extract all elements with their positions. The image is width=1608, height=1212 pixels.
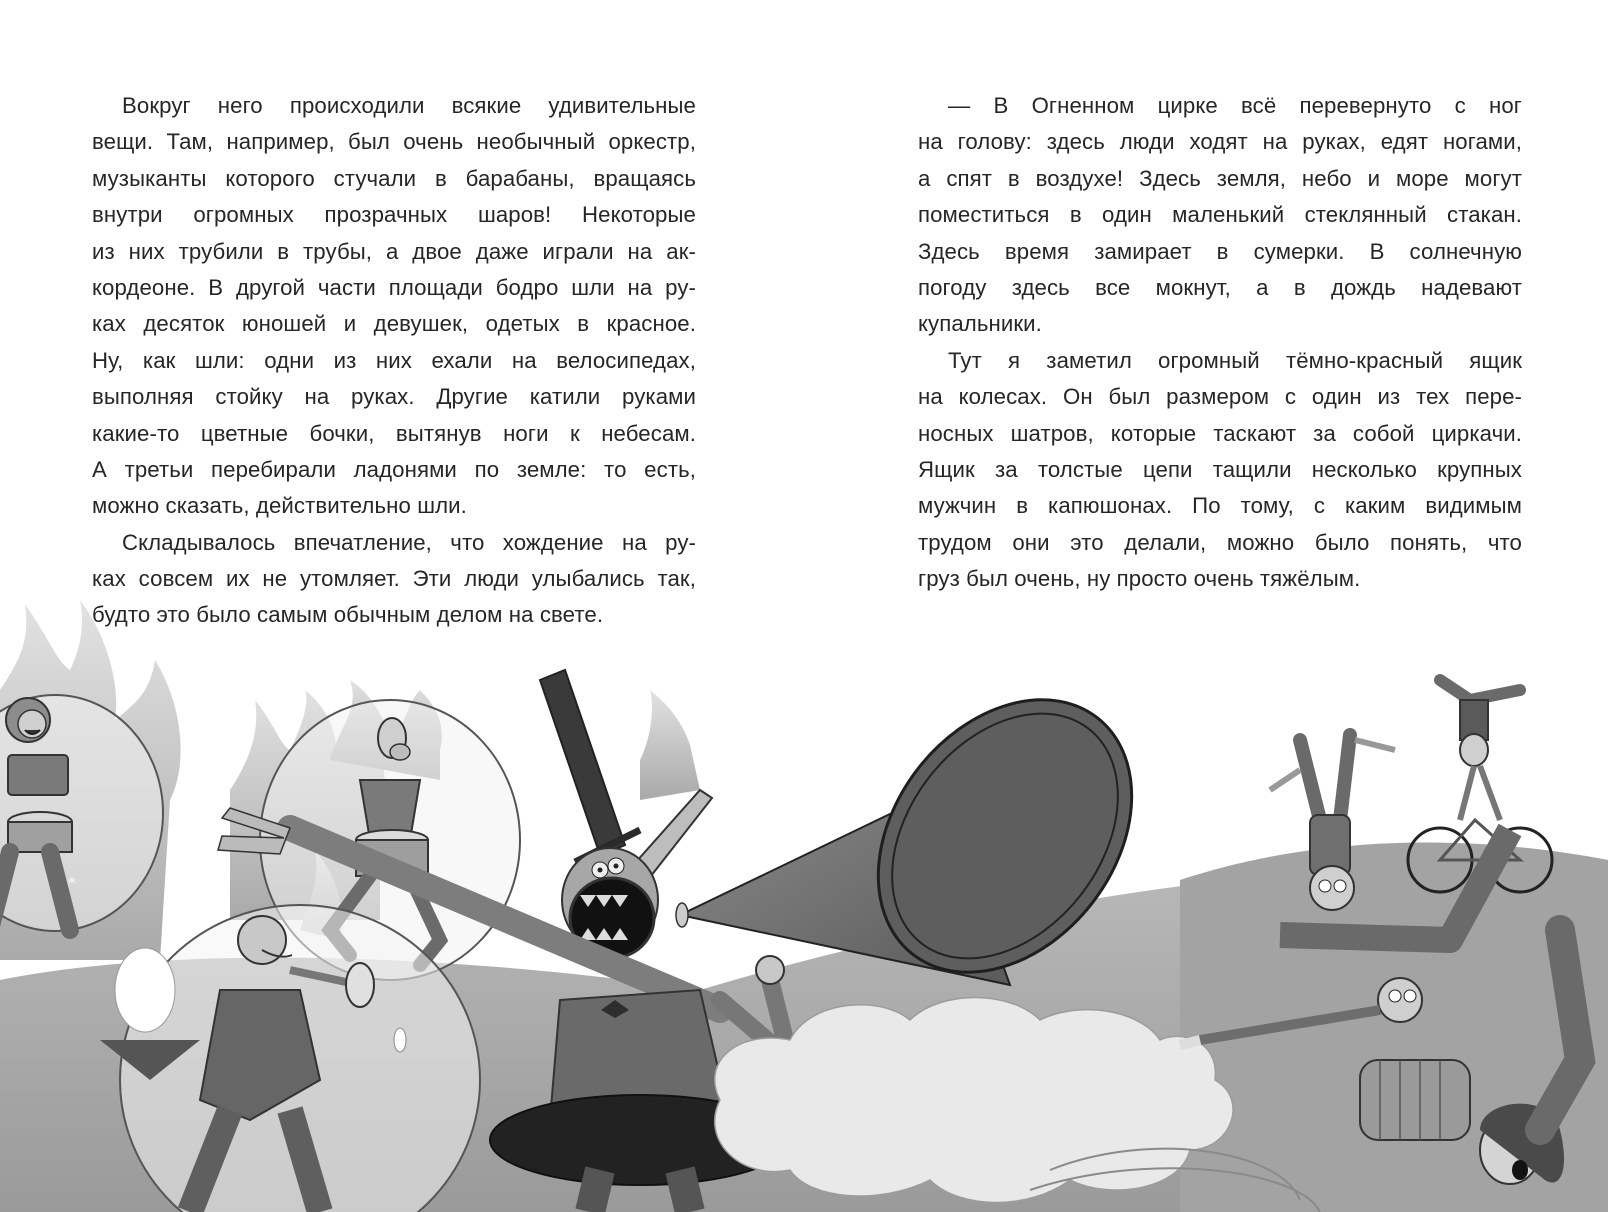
text-line: — В Огненном цирке всё перевернуто с ног xyxy=(948,93,1522,118)
left-page-text xyxy=(92,88,696,634)
text-line: на колесах. Он был размером с один из тех пере- xyxy=(918,384,1522,410)
text-line: из них трубили в трубы, а двое даже играли на ак- xyxy=(92,238,696,264)
bubble-trumpeter xyxy=(100,905,480,1212)
text-line: Ну, как шли: одни из них ехали на велосипедах, xyxy=(92,347,696,373)
text-line: поместиться в один маленький стеклянный стакан. xyxy=(918,202,1522,228)
text-line: груз был очень, ну просто очень тяжёлым. xyxy=(918,566,1361,592)
text-line: носных шатров, которые таскают за собой циркачи. xyxy=(918,420,1522,446)
text-line: внутри огромных прозрачных шаров! Некоторые xyxy=(92,202,696,228)
text-line: Ящик за толстые цепи тащили несколько крупных xyxy=(918,456,1522,482)
text-line: погоду здесь все мокнут, а в дождь надевают xyxy=(918,274,1522,300)
text-line: Здесь время замирает в сумерки. В солнечную xyxy=(918,238,1522,264)
text-line: выполняя стойку на руках. Другие катили руками xyxy=(92,384,696,410)
text-line: на голову: здесь люди ходят на руках, едят ногами, xyxy=(918,129,1522,155)
text-line: кордеоне. В другой части площади бодро шли на ру- xyxy=(92,274,696,300)
paragraph xyxy=(918,88,1522,343)
right-page-text xyxy=(918,88,1522,597)
text-line: какие-то цветные бочки, вытянув ноги к небесам. xyxy=(92,420,696,446)
text-line: Складывалось впечатление, что хождение на ру- xyxy=(122,529,696,555)
text-line: ках десяток юношей и девушек, одетых в красное. xyxy=(92,311,696,337)
text-line: А третьи перебирали ладонями по земле: то есть, xyxy=(92,456,696,482)
text-line: ках совсем их не утомляет. Эти люди улыбались так, xyxy=(92,566,696,592)
text-line: мужчин в капюшонах. По тому, с каким видимым xyxy=(918,493,1522,519)
text-line: а спят в воздухе! Здесь земля, небо и море могут xyxy=(918,165,1522,191)
text-line: вещи. Там, например, был очень необычный оркестр, xyxy=(92,129,696,155)
text-line: будто это было самым обычным делом на свете. xyxy=(92,602,604,628)
paragraph xyxy=(92,88,696,525)
text-line: купальники. xyxy=(918,311,1042,337)
text-line: трудом они это делали, можно было понять, что xyxy=(918,529,1522,555)
text-line: Тут я заметил огромный тёмно-красный ящик xyxy=(948,347,1522,373)
text-line: музыканты которого стучали в барабаны, вращаясь xyxy=(92,165,696,191)
text-line: Вокруг него происходили всякие удивительные xyxy=(122,93,696,118)
text-line: можно сказать, действительно шли. xyxy=(92,493,467,519)
paragraph xyxy=(918,343,1522,598)
circus-illustration xyxy=(0,596,1608,1212)
